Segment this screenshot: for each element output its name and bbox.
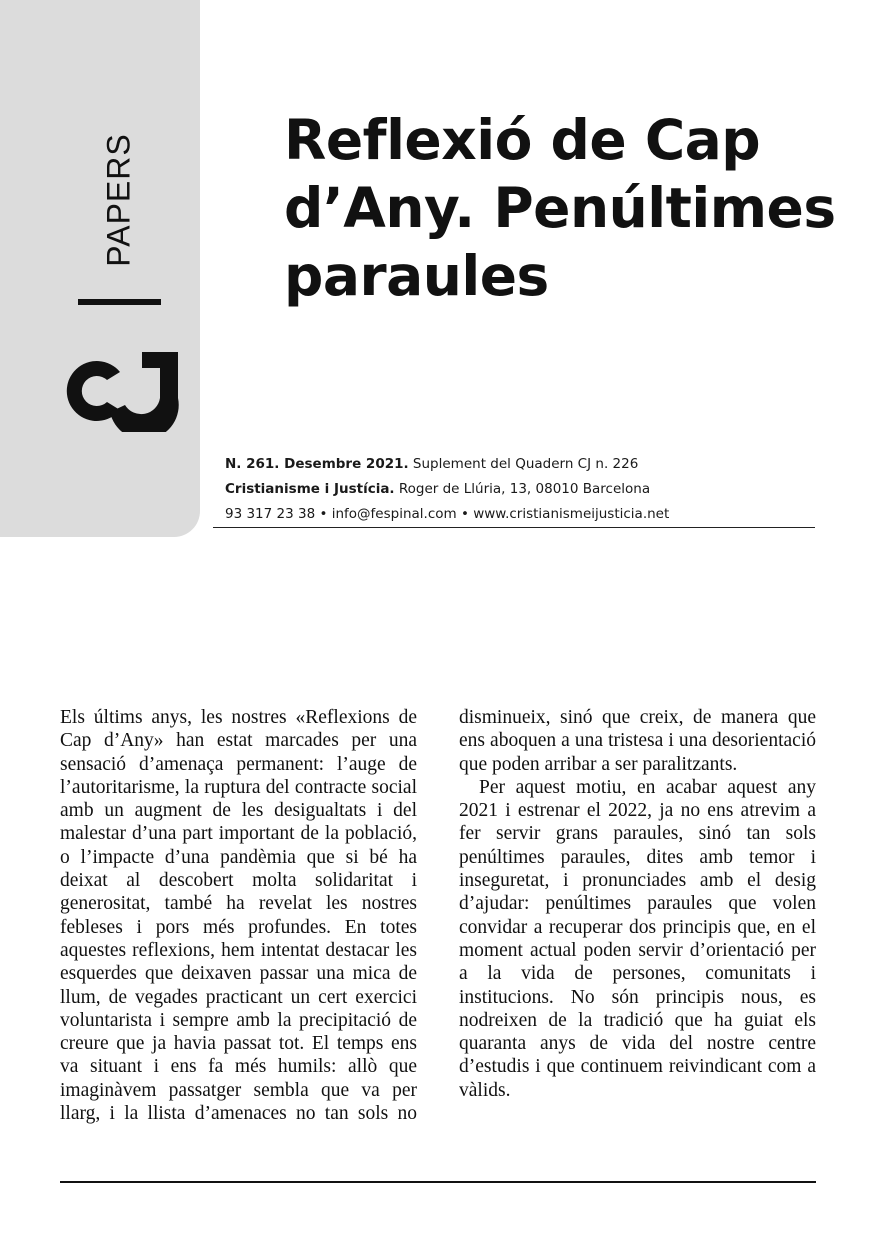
cj-logo <box>58 350 180 432</box>
contact-line: 93 317 23 38 • info@fespinal.com • www.cristianismeijusticia.net <box>225 506 670 522</box>
side-panel <box>0 0 200 537</box>
publisher-address: Roger de Llúria, 13, 08010 Barcelona <box>394 481 651 497</box>
issue-number: N. 261. Desembre 2021. <box>225 456 409 472</box>
divider-bar <box>78 299 161 305</box>
section-label: PAPERS <box>100 133 137 267</box>
issue-line <box>225 452 669 477</box>
publisher-line <box>225 477 669 502</box>
article-title: Reflexió de Cap d’Any. Penúltimes paraules <box>284 108 836 308</box>
footer-divider <box>60 1181 816 1183</box>
article-body <box>60 706 816 1125</box>
paragraph: Per aquest motiu, en acabar aquest any 2021 i estrenar el 2022, ja no ens atrevim a fer servir grans paraules, sinó tan sols penúltimes paraules, dites amb temor i inseguretat, i pronunciades amb el desig d’ajudar: penúltimes paraules que volen convidar a recuperar dos principis que, en el moment actual poden servir d’orientació per a la vida de persones, comunitats i institucions. No són principis nous, es nodreixen de la tradició que ha guiat els quaranta anys de vida del nostre centre d’estudis i que continuem reivindicant com a vàlids. <box>459 776 816 1101</box>
paragraph: Els últims anys, les nostres «Reflexions de Cap d’Any» han estat marcades per una sensació d’amenaça permanent: l’auge de l’autoritarisme, la ruptura del contracte social amb un augment de les desigualtats i del malestar d’una part important de la població, o l’impacte d’una pandèmia que si bé ha deixat al descobert molta solidaritat i generositat, també ha revelat les nostres febleses i pors més profundes. En totes aquestes reflexions, hem intentat destacar les esquerdes que deixaven passar una mica de llum, de vegades practicant un cert exercici voluntarista i sempre amb la precipitació de creure que ja havia passat tot. El temps ens va situant i ens fa més humils: allò que imaginàvem passatger sembla que va per llarg, i la llista d’amenaces no tan sols no disminueix, sinó que creix, de manera que ens aboquen a una tristesa i una desorientació que poden arribar a ser paralitzants. <box>60 707 816 1125</box>
publisher-name: Cristianisme i Justícia. <box>225 481 395 497</box>
supplement-text: Suplement del Quadern CJ n. 226 <box>408 456 639 472</box>
header-divider <box>213 527 815 528</box>
publication-info <box>225 452 669 527</box>
